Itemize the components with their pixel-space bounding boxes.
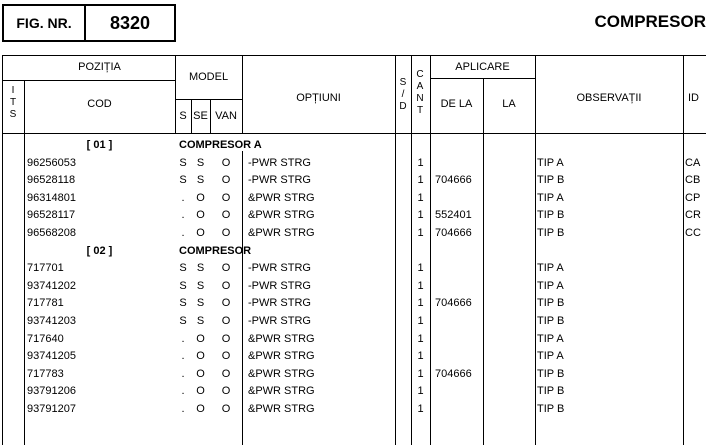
model-se-value: S <box>196 157 205 169</box>
observation-value: TIP B <box>537 297 565 309</box>
option-value: -PWR STRG <box>248 280 311 292</box>
header-cant-3: N <box>416 93 424 104</box>
part-code: 96528117 <box>27 209 76 221</box>
observation-value: TIP A <box>537 157 564 169</box>
aplicare-underline <box>430 78 535 79</box>
model-van-value: O <box>221 174 231 186</box>
table-row <box>0 400 708 417</box>
applies-from-value: 552401 <box>435 209 472 221</box>
table-top-border <box>2 55 706 56</box>
table-row <box>0 294 708 311</box>
header-id: ID <box>688 92 699 104</box>
table-row <box>0 382 708 399</box>
quantity-value: 1 <box>417 227 424 239</box>
group-row <box>0 136 708 153</box>
model-van-value: O <box>221 315 231 327</box>
model-s-value: . <box>181 368 185 380</box>
group-name: COMPRESOR <box>179 245 252 257</box>
id-value: CC <box>685 227 701 239</box>
quantity-value: 1 <box>417 297 424 309</box>
part-code: 717701 <box>27 262 64 274</box>
model-se-value: S <box>196 174 205 186</box>
part-code: 717781 <box>27 297 64 309</box>
figure-number: 8320 <box>109 12 151 33</box>
observation-value: TIP B <box>537 315 565 327</box>
page-title: COMPRESOR <box>594 12 706 31</box>
model-se-value: O <box>196 227 205 239</box>
model-van-value: O <box>221 192 231 204</box>
quantity-value: 1 <box>417 333 424 345</box>
model-van-value: O <box>221 403 231 415</box>
option-value: &PWR STRG <box>248 350 315 362</box>
header-model: MODEL <box>188 71 229 83</box>
observation-value: TIP A <box>537 333 564 345</box>
table-row <box>0 154 708 171</box>
part-code: 96528118 <box>27 174 76 186</box>
model-se-value: S <box>196 262 205 274</box>
option-value: -PWR STRG <box>248 297 311 309</box>
observation-value: TIP B <box>537 209 565 221</box>
observation-value: TIP B <box>537 403 565 415</box>
observation-value: TIP A <box>537 192 564 204</box>
header-aplicare: APLICARE <box>455 61 510 73</box>
part-code: 93791206 <box>27 385 76 397</box>
part-code: 717640 <box>27 333 64 345</box>
model-s-value: . <box>181 333 185 345</box>
model-se-value: O <box>196 385 205 397</box>
id-value: CA <box>685 157 701 169</box>
model-s-value: . <box>181 192 185 204</box>
header-model-van: VAN <box>215 110 237 122</box>
model-van-value: O <box>221 209 231 221</box>
quantity-value: 1 <box>417 157 424 169</box>
id-value: CP <box>685 192 701 204</box>
part-code: 93741203 <box>27 315 76 327</box>
header-model-se: SE <box>193 110 208 122</box>
model-van-value: O <box>221 157 231 169</box>
table-row <box>0 259 708 276</box>
model-s-value: S <box>179 280 187 292</box>
observation-value: TIP B <box>537 385 565 397</box>
header-cant-2: A <box>416 81 424 92</box>
figure-label: FIG. NR. <box>4 6 86 40</box>
header-its-1: I <box>11 85 15 96</box>
group-name: COMPRESOR A <box>179 139 262 151</box>
header-dela: DE LA <box>440 98 473 110</box>
option-value: &PWR STRG <box>248 227 315 239</box>
model-s-value: . <box>181 385 185 397</box>
table-row <box>0 365 708 382</box>
option-value: -PWR STRG <box>248 262 311 274</box>
model-s-value: . <box>181 227 185 239</box>
part-code: 93791207 <box>27 403 76 415</box>
option-value: &PWR STRG <box>248 209 315 221</box>
header-sd-3: D <box>399 101 407 112</box>
quantity-value: 1 <box>417 315 424 327</box>
header-sd-1: S <box>399 77 407 88</box>
option-value: -PWR STRG <box>248 315 311 327</box>
part-code: 96314801 <box>27 192 76 204</box>
table-row <box>0 224 708 241</box>
part-code: 717783 <box>27 368 64 380</box>
model-se-value: S <box>196 280 205 292</box>
table-header-bottom-border <box>2 133 706 134</box>
id-value: CB <box>685 174 701 186</box>
header-model-s: S <box>179 110 187 122</box>
quantity-value: 1 <box>417 280 424 292</box>
table-row <box>0 189 708 206</box>
group-position: [ 02 ] <box>86 245 113 257</box>
header-pozitia: POZIȚIA <box>78 61 121 73</box>
model-se-value: S <box>196 297 205 309</box>
quantity-value: 1 <box>417 403 424 415</box>
figure-number-box <box>2 4 176 42</box>
part-code: 93741205 <box>27 350 76 362</box>
model-se-value: O <box>196 368 205 380</box>
applies-from-value: 704666 <box>435 368 472 380</box>
model-van-value: O <box>221 262 231 274</box>
model-se-value: O <box>196 333 205 345</box>
model-s-value: . <box>181 403 185 415</box>
model-se-value: O <box>196 209 205 221</box>
model-underline <box>175 99 242 100</box>
option-value: -PWR STRG <box>248 174 311 186</box>
option-value: &PWR STRG <box>248 368 315 380</box>
header-observatii: OBSERVAȚII <box>576 92 642 104</box>
quantity-value: 1 <box>417 368 424 380</box>
table-row <box>0 277 708 294</box>
quantity-value: 1 <box>417 174 424 186</box>
part-code: 96256053 <box>27 157 76 169</box>
table-row <box>0 206 708 223</box>
quantity-value: 1 <box>417 350 424 362</box>
model-van-value: O <box>221 333 231 345</box>
model-s-value: S <box>179 297 187 309</box>
group-position: [ 01 ] <box>86 139 113 151</box>
header-cant-1: C <box>416 69 424 80</box>
model-van-value: O <box>221 385 231 397</box>
model-s-value: . <box>181 209 185 221</box>
model-s-value: S <box>179 174 187 186</box>
model-s-value: . <box>181 350 185 362</box>
model-van-value: O <box>221 297 231 309</box>
quantity-value: 1 <box>417 385 424 397</box>
model-s-value: S <box>179 157 187 169</box>
pozitia-underline <box>2 80 175 81</box>
table-row <box>0 330 708 347</box>
header-optiuni: OPȚIUNI <box>296 92 341 104</box>
quantity-value: 1 <box>417 262 424 274</box>
observation-value: TIP A <box>537 280 564 292</box>
model-van-value: O <box>221 280 231 292</box>
header-cant-4: T <box>416 105 424 116</box>
option-value: -PWR STRG <box>248 157 311 169</box>
observation-value: TIP A <box>537 262 564 274</box>
model-se-value: O <box>196 403 205 415</box>
applies-from-value: 704666 <box>435 297 472 309</box>
model-se-value: S <box>196 315 205 327</box>
observation-value: TIP B <box>537 368 565 380</box>
header-its-2: T <box>9 97 17 108</box>
option-value: &PWR STRG <box>248 403 315 415</box>
part-code: 96568208 <box>27 227 76 239</box>
option-value: &PWR STRG <box>248 333 315 345</box>
applies-from-value: 704666 <box>435 227 472 239</box>
observation-value: TIP B <box>537 227 565 239</box>
quantity-value: 1 <box>417 209 424 221</box>
header-la: LA <box>502 98 516 110</box>
group-row <box>0 242 708 259</box>
model-s-value: S <box>179 315 187 327</box>
model-s-value: S <box>179 262 187 274</box>
table-row <box>0 171 708 188</box>
applies-from-value: 704666 <box>435 174 472 186</box>
option-value: &PWR STRG <box>248 385 315 397</box>
id-value: CR <box>685 209 701 221</box>
model-se-value: O <box>196 192 205 204</box>
model-van-value: O <box>221 350 231 362</box>
model-van-value: O <box>221 368 231 380</box>
header-cod: COD <box>87 98 112 110</box>
part-code: 93741202 <box>27 280 76 292</box>
table-row <box>0 312 708 329</box>
model-se-value: O <box>196 350 205 362</box>
header-sd-2: / <box>401 89 405 100</box>
model-van-value: O <box>221 227 231 239</box>
observation-value: TIP B <box>537 174 565 186</box>
header-its-3: S <box>9 109 17 120</box>
observation-value: TIP A <box>537 350 564 362</box>
option-value: &PWR STRG <box>248 192 315 204</box>
quantity-value: 1 <box>417 192 424 204</box>
table-row <box>0 347 708 364</box>
